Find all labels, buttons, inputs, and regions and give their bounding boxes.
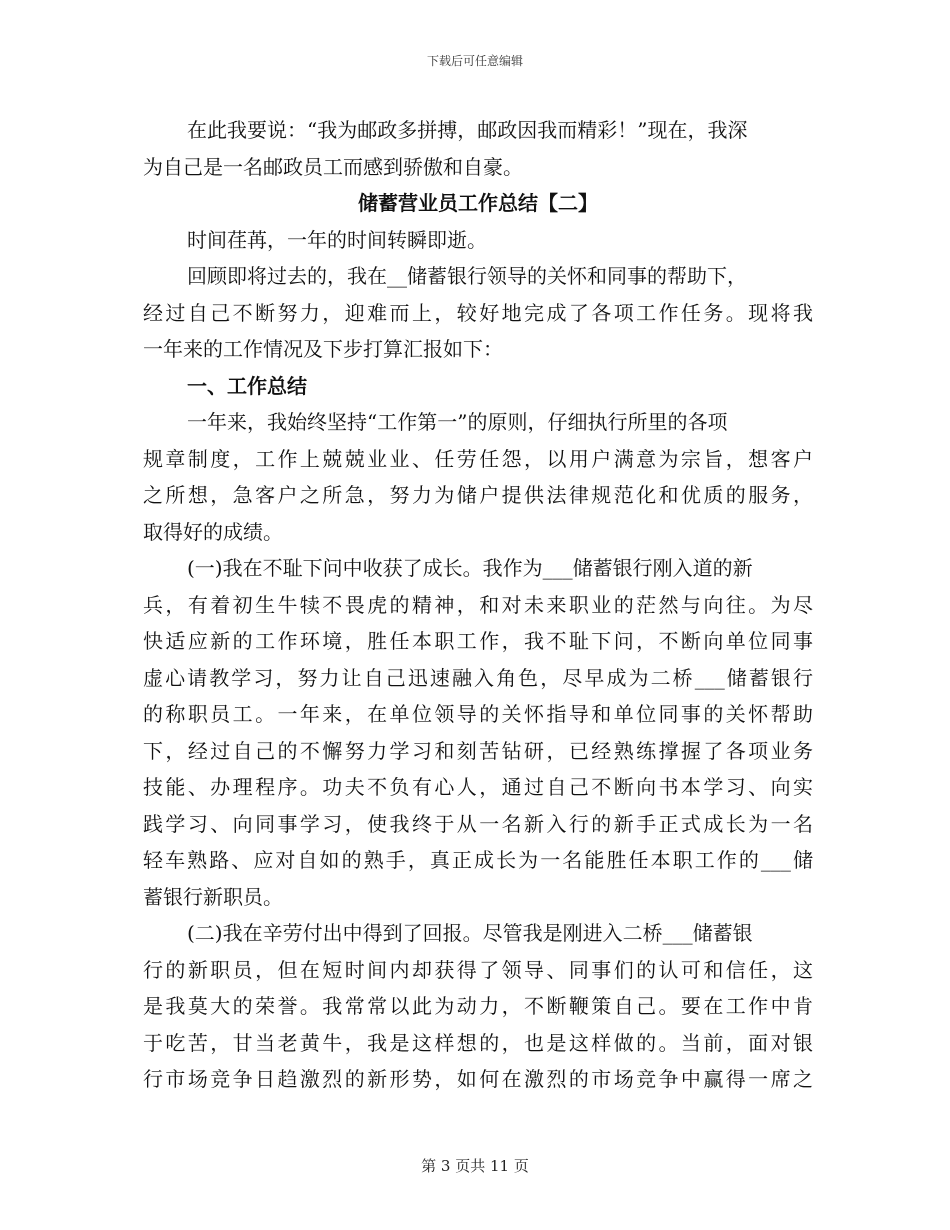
paragraph-line: 兵，有着初生牛犊不畏虎的精神，和对未来职业的茫然与向往。为尽 (143, 592, 813, 617)
paragraph-line: 下，经过自己的不懈努力学习和刻苦钻研，已经熟练撑握了各项业务 (143, 738, 813, 763)
paragraph-line: 取得好的成绩。 (143, 519, 283, 544)
paragraph-line: 为自己是一名邮政员工而感到骄傲和自豪。 (143, 154, 523, 179)
paragraph-line: 行市场竞争日趋激烈的新形势，如何在激烈的市场竞争中赢得一席之 (143, 1067, 813, 1091)
paragraph-line: 在此我要说：“我为邮政多拼搏，邮政因我而精彩！”现在，我深 (187, 118, 748, 142)
paragraph-line: 一年来的工作情况及下步打算汇报如下： (143, 337, 503, 361)
paragraph-line: 虚心请教学习，努力让自己迅速融入角色，尽早成为二桥___储蓄银行 (143, 665, 813, 690)
paragraph-line: 践学习、向同事学习，使我终于从一名新入行的新手正式成长为一名 (143, 811, 813, 836)
paragraph-line: 于吃苦，甘当老黄牛，我是这样想的，也是这样做的。当前，面对银 (143, 1030, 813, 1055)
page-header: 下载后可任意编辑 (426, 54, 523, 68)
document-body (143, 112, 813, 1098)
paragraph-line: 快适应新的工作环境，胜任本职工作，我不耻下问，不断向单位同事 (143, 629, 813, 653)
paragraph-line: (一)我在不耻下问中收获了成长。我作为___储蓄银行刚入道的新 (187, 556, 753, 580)
paragraph-line: (二)我在辛劳付出中得到了回报。尽管我是刚进入二桥___储蓄银 (187, 921, 753, 945)
paragraph-line: 技能、办理程序。功夫不负有心人，通过自己不断向书本学习、向实 (143, 775, 813, 799)
paragraph-line: 时间荏苒，一年的时间转瞬即逝。 (187, 227, 487, 252)
paragraph-line: 回顾即将过去的，我在__储蓄银行领导的关怀和同事的帮助下， (187, 264, 747, 288)
paragraph-line: 规章制度，工作上兢兢业业、任劳任怨，以用户满意为宗旨，想客户 (143, 446, 813, 471)
paragraph-line: 是我莫大的荣誉。我常常以此为动力，不断鞭策自己。要在工作中肯 (143, 994, 813, 1018)
paragraph-line: 蓄银行新职员。 (143, 884, 283, 909)
section-title: 储蓄营业员工作总结【二】 (358, 191, 598, 215)
paragraph-line: 之所想，急客户之所急，努力为储户提供法律规范化和优质的服务， (143, 483, 813, 507)
subsection-heading: 一、工作总结 (187, 373, 307, 398)
page-footer: 第 3 页共 11 页 (421, 1157, 529, 1175)
paragraph-line: 经过自己不断努力，迎难而上，较好地完成了各项工作任务。现将我 (143, 300, 813, 325)
paragraph-line: 行的新职员，但在短时间内却获得了领导、同事们的认可和信任，这 (143, 957, 813, 982)
paragraph-line: 的称职员工。一年来，在单位领导的关怀指导和单位同事的关怀帮助 (143, 702, 813, 726)
paragraph-line: 轻车熟路、应对自如的熟手，真正成长为一名能胜任本职工作的___储 (143, 848, 813, 872)
paragraph-line: 一年来，我始终坚持“工作第一”的原则，仔细执行所里的各项 (187, 410, 728, 434)
